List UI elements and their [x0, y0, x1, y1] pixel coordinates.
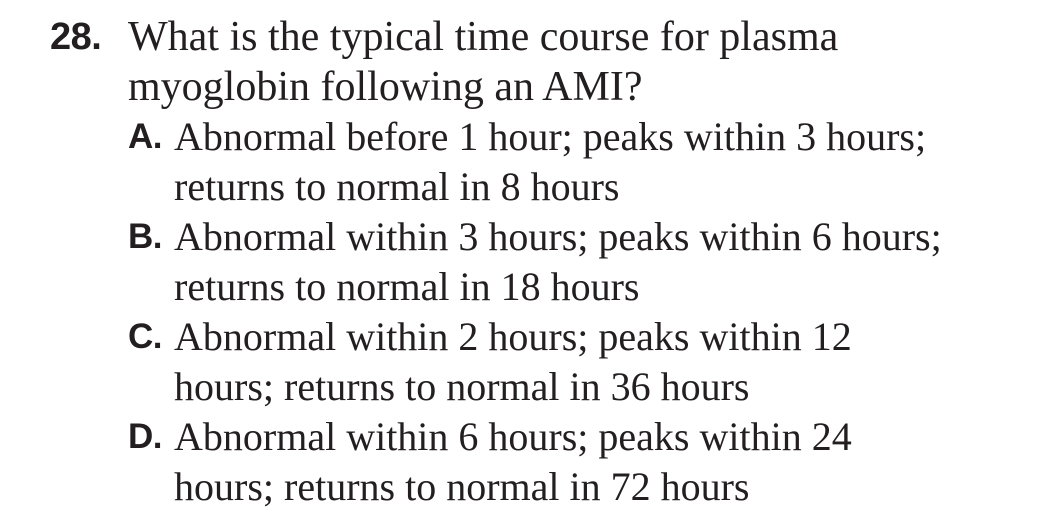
option-b — [128, 212, 1040, 312]
question-text: What is the typical time course for plasma myoglobin following an AMI? — [128, 14, 839, 110]
option-b-text: Abnormal within 3 hours; peaks within 6 hours; returns to normal in 18 hours — [174, 214, 942, 309]
option-d-text: Abnormal within 6 hours; peaks within 24 hours; returns to normal in 72 hours — [174, 414, 852, 509]
option-a-text: Abnormal before 1 hour; peaks within 3 hours; returns to normal in 8 hours — [174, 114, 927, 209]
option-c — [128, 312, 1040, 412]
option-d-letter: D. — [128, 417, 162, 456]
option-d — [128, 412, 1040, 512]
option-a — [128, 112, 1040, 212]
question-block — [50, 12, 1040, 512]
option-b-letter: B. — [128, 217, 162, 256]
question-number: 28. — [50, 16, 102, 58]
option-c-letter: C. — [128, 317, 162, 356]
answer-options — [128, 112, 1040, 512]
question-header — [50, 12, 1040, 112]
option-c-text: Abnormal within 2 hours; peaks within 12 hours; returns to normal in 36 hours — [174, 314, 852, 409]
option-a-letter: A. — [128, 117, 162, 156]
